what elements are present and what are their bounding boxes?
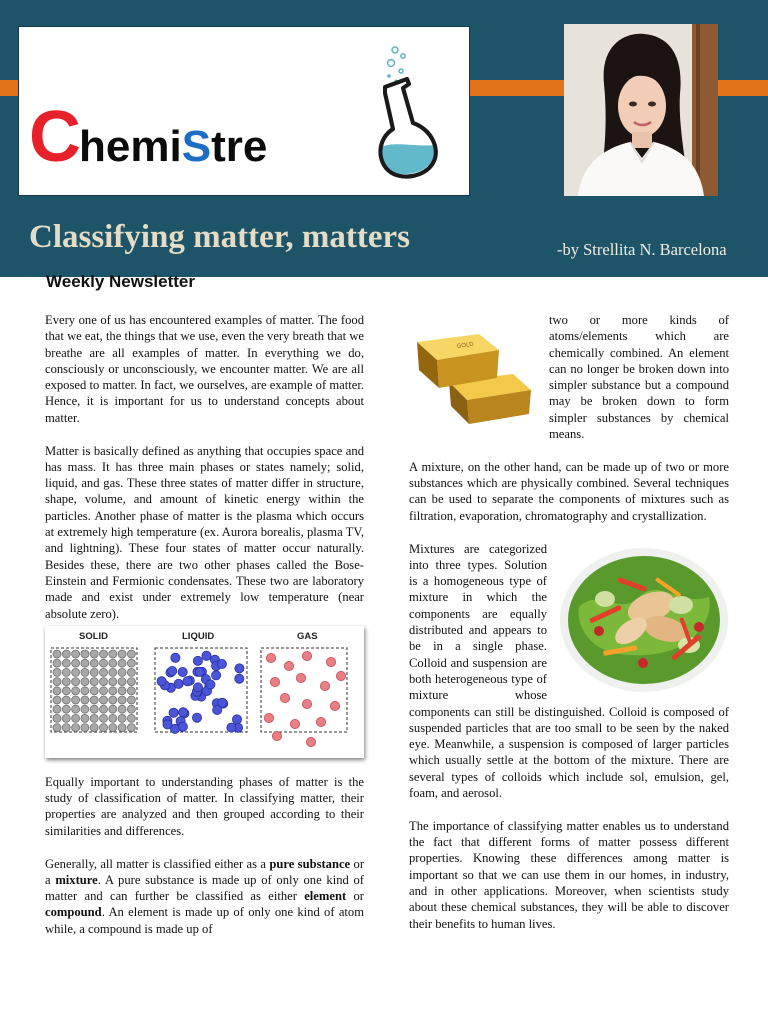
author-byline: -by Strellita N. Barcelona <box>557 240 727 259</box>
logo-box <box>18 26 470 196</box>
gold-bars-image <box>409 320 537 434</box>
liquid-particles <box>157 651 244 733</box>
liquid-label: LIQUID <box>182 630 215 642</box>
orange-stripe-left <box>0 80 18 96</box>
left-column <box>45 312 364 937</box>
orange-stripe-right <box>718 80 768 96</box>
page-title: Classifying matter, matters <box>29 219 410 255</box>
header-banner <box>0 0 768 277</box>
paragraph: Equally important to understanding phases of matter is the study of classification of matter. In classifying matter, their properties are analyzed and then grouped according to their similarities and differences. <box>45 774 364 838</box>
paragraph: Mixtures are categorized into three types. Solution is a homogeneous type of mixture in which the components are equally distributed and appears to be in a single phase. Colloid and suspension are both heterogeneous type of mixture whose components can still be distinguished. Colloid is composed of suspended particles that are too small to be seen by the naked eye. Meanwhile, a suspension is composed of larger particles which usually settle at the bottom of the mixture. There are several types of colloids which include sol, emulsion, gel, foam, and aerosol. <box>409 541 729 801</box>
paragraph: Every one of us has encountered examples of matter. The food that we eat, the things that we use, even the very breath that we breathe are all examples of matter. In everything we do, consciously or unconsciously, we encounter matter. We are all exposed to matter. In fact, we ourselves, are example of matter. Hence, it is important for us to understand concepts about matter. <box>45 313 364 425</box>
paragraph: A mixture, on the other hand, can be made up of two or more substances which are physically combined. Several techniques can be used to separate the components of mixtures such as filtration, evaporation, chromatography and crystallization. <box>409 459 729 523</box>
gas-label: GAS <box>297 630 318 642</box>
flask-icon <box>361 43 443 183</box>
svg-text:GOLD: GOLD <box>456 341 475 350</box>
solid-label: SOLID <box>79 630 109 642</box>
states-of-matter-figure <box>45 626 364 758</box>
author-photo <box>564 24 718 196</box>
paragraph: The importance of classifying matter enables us to understand the fact that different forms of matter possess different properties. Knowing these differences among matter is important so that we can use them in our homes, in industry, and in other applications. Moreover, when scientists study about these chemical substances, they will be able to discover their benefits to human lives. <box>409 818 729 931</box>
salad-bowl-image <box>559 547 729 693</box>
paragraph: Matter is basically defined as anything that occupies space and has mass. It has three main phases or states namely; solid, liquid, and gas. These three states of matter differ in structure, shape, volume, and amount of kinetic energy within the particles. Another phase of matter is the plasma which occurs at extremely high temperature (ex. Aurora borealis, plasma TV, and lightning). These four states of matter occur naturally. Besides these, there are two other phases called the Bose-Einstein and Fermionic condensates. These two are laboratory made and exist under extremely low temperature (near absolute zero). <box>45 443 364 621</box>
chemistre-logo: ChemiStre <box>29 97 268 177</box>
orange-stripe-middle <box>470 80 564 96</box>
right-column <box>409 312 729 932</box>
weekly-newsletter-heading: Weekly Newsletter <box>46 272 195 291</box>
solid-particles <box>53 650 135 732</box>
paragraph: two or more kinds of atoms/elements which are chemically combined. An element can no longer be broken down into simpler substance but a compound may be broken down to form simpler substances by chemical means. <box>549 313 729 442</box>
paragraph: Generally, all matter is classified either as a pure substance or a mixture. A pure substance is made up of only one kind of matter and can further be classified as either element or compound. An element is made up of only one kind of atom while, a compound is made up of <box>45 856 365 936</box>
